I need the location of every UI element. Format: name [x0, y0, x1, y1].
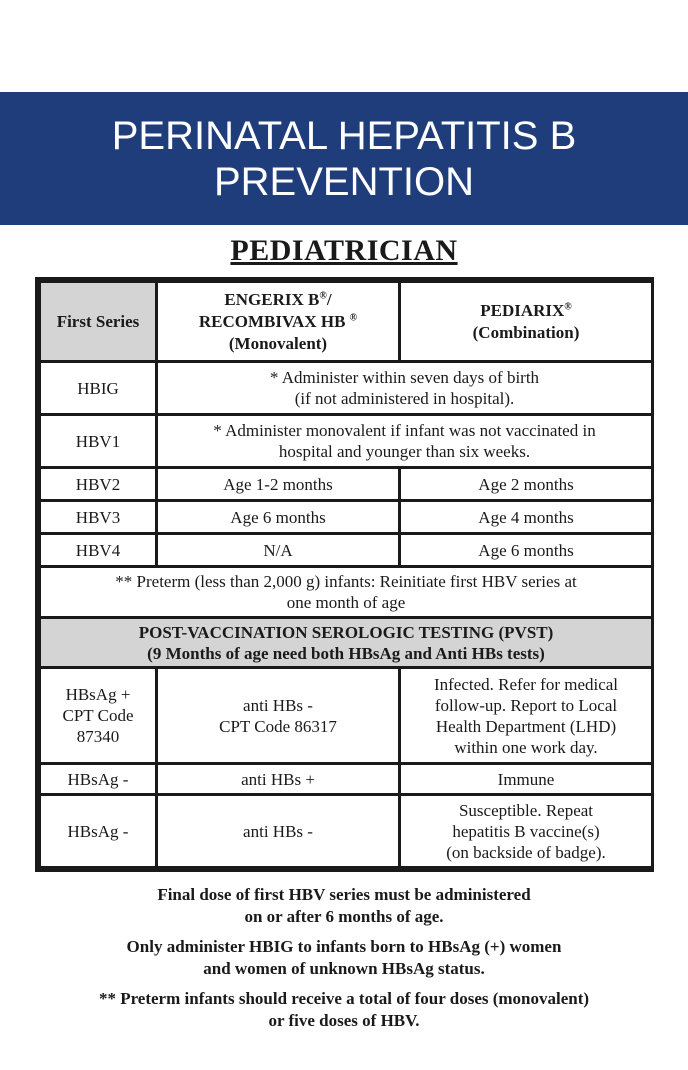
row-label: HBV4: [41, 535, 155, 565]
footnote-line: on or after 6 months of age.: [244, 907, 444, 926]
header-monovalent-label: (Monovalent): [228, 333, 328, 353]
preterm-note: [41, 568, 651, 616]
monovalent-schedule: Age 1-2 months: [158, 469, 398, 499]
registered-mark: ®: [319, 289, 327, 301]
footnote-line: Final dose of first HBV series must be administered: [157, 885, 531, 904]
hbv1-line1: * Administer monovalent if infant was not vaccinated in: [213, 421, 596, 440]
cell-line: (on backside of badge).: [446, 842, 606, 862]
footnote-final-dose: [0, 884, 688, 928]
monovalent-schedule: Age 6 months: [158, 502, 398, 532]
pvst-result-cell: [401, 669, 651, 762]
title-banner: [0, 92, 688, 225]
cell-line: hepatitis B vaccine(s): [452, 821, 600, 841]
table-row-hbv4: [41, 535, 651, 565]
cell-line: 87340: [76, 727, 120, 746]
page-subtitle: PEDIATRICIAN: [230, 234, 458, 267]
cell-line: follow-up. Report to Local: [434, 695, 618, 715]
table-row-preterm: [41, 568, 651, 616]
hbv1-instruction: [158, 416, 651, 466]
footnote-line: and women of unknown HBsAg status.: [203, 959, 485, 978]
header-pediarix-label: PEDIARIX: [480, 300, 565, 320]
cell-line: anti HBs -: [243, 695, 313, 715]
table-row-hbv1: [41, 416, 651, 466]
table-row-hbv2: [41, 469, 651, 499]
pvst-hbsag-cell: HBsAg -: [41, 796, 155, 866]
pvst-subtitle: (9 Months of age need both HBsAg and Anti HBs tests): [147, 643, 545, 663]
pvst-antihbs-cell: anti HBs +: [158, 765, 398, 793]
pvst-row-immune: [41, 765, 651, 793]
cell-line: Health Department (LHD): [435, 716, 617, 736]
pvst-row-infected: [41, 669, 651, 762]
pvst-header: [41, 619, 651, 666]
header-engerix-label: ENGERIX B: [224, 289, 320, 309]
footnote-line: or five doses of HBV.: [268, 1011, 420, 1030]
cell-line: within one work day.: [454, 737, 598, 757]
table-header-row: [41, 283, 651, 360]
row-label: HBV1: [41, 416, 155, 466]
cell-line: HBsAg +: [65, 685, 131, 704]
pvst-result-cell: Immune: [401, 765, 651, 793]
header-monovalent: [158, 283, 398, 360]
pvst-hbsag-cell: [41, 669, 155, 762]
header-combination-label: (Combination): [472, 322, 580, 342]
pvst-row-susceptible: [41, 796, 651, 866]
footnote-line: Only administer HBIG to infants born to HBsAg (+) women: [126, 937, 562, 956]
registered-mark: ®: [564, 300, 572, 312]
table-row-hbv3: [41, 502, 651, 532]
pvst-result-cell: [401, 796, 651, 866]
schedule-table: [35, 277, 654, 872]
pvst-hbsag-cell: HBsAg -: [41, 765, 155, 793]
header-slash: /: [326, 289, 332, 309]
hbig-line2: (if not administered in hospital).: [294, 389, 515, 408]
monovalent-schedule: N/A: [158, 535, 398, 565]
banner-title-line1: PERINATAL HEPATITIS B: [111, 113, 577, 158]
hbig-line1: * Administer within seven days of birth: [269, 368, 540, 387]
row-label: HBV3: [41, 502, 155, 532]
footnotes: [0, 884, 688, 1040]
preterm-line2: one month of age: [286, 593, 406, 612]
pvst-title: POST-VACCINATION SEROLOGIC TESTING (PVST): [138, 622, 554, 642]
cell-line: CPT Code 86317: [219, 716, 337, 736]
header-combination: [401, 283, 651, 360]
row-label: HBV2: [41, 469, 155, 499]
row-label: HBIG: [41, 363, 155, 413]
pvst-header-row: [41, 619, 651, 666]
cell-line: Susceptible. Repeat: [458, 800, 594, 820]
table-row-hbig: [41, 363, 651, 413]
footnote-hbig: [0, 936, 688, 980]
pvst-antihbs-cell: anti HBs -: [158, 796, 398, 866]
combination-schedule: Age 4 months: [401, 502, 651, 532]
header-first-series: [41, 283, 155, 360]
cell-line: CPT Code: [62, 706, 134, 725]
header-first-series-label: First Series: [56, 312, 140, 331]
combination-schedule: Age 6 months: [401, 535, 651, 565]
pvst-antihbs-cell: [158, 669, 398, 762]
footnote-preterm: [0, 988, 688, 1032]
hbv1-line2: hospital and younger than six weeks.: [278, 442, 531, 461]
registered-mark: ®: [349, 311, 358, 323]
header-recombivax-label: RECOMBIVAX HB: [198, 311, 346, 331]
combination-schedule: Age 2 months: [401, 469, 651, 499]
cell-line: Infected. Refer for medical: [433, 674, 619, 694]
footnote-line: ** Preterm infants should receive a total of four doses (monovalent): [98, 989, 590, 1008]
banner-title-line2: PREVENTION: [213, 159, 475, 204]
preterm-line1: ** Preterm (less than 2,000 g) infants: Reinitiate first HBV series at: [115, 572, 577, 591]
hbig-instruction: [158, 363, 651, 413]
